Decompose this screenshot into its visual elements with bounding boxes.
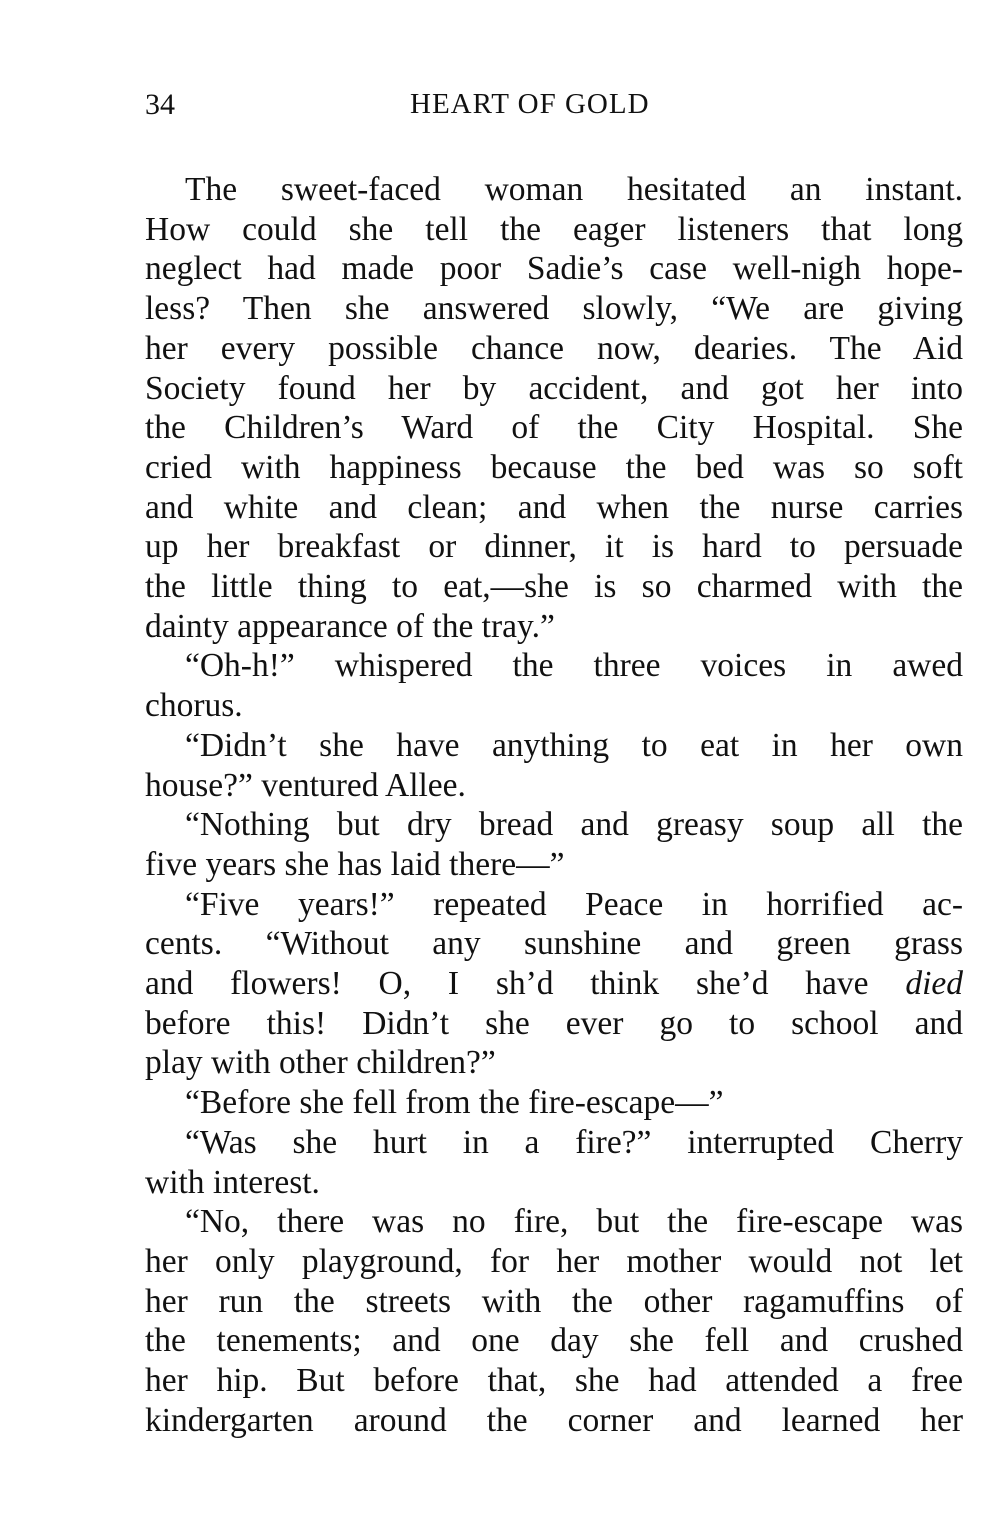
text-line: “Five years!” repeated Peace in horrified ac- <box>185 885 963 923</box>
text-line: “No, there was no fire, but the fire-escape was <box>185 1203 963 1241</box>
text-line: house?” ventured Allee. <box>145 766 466 804</box>
page-header <box>145 88 965 128</box>
text-line: “Oh-h!” whispered the three voices in awed <box>185 647 963 685</box>
text-line: the little thing to eat,—she is so charmed with the <box>145 568 963 606</box>
italic-word: died <box>905 965 963 1003</box>
text-fragment: and flowers! O, I sh’d think she’d have <box>145 965 906 1003</box>
text-line: cried with happiness because the bed was so soft <box>145 448 963 486</box>
paragraph <box>145 805 963 884</box>
paragraph <box>145 1123 963 1202</box>
text-line: her every possible chance now, dearies. The Aid <box>145 329 963 367</box>
text-line-with-italic <box>145 964 963 1004</box>
text-line: five years she has laid there—” <box>145 845 565 883</box>
running-head: HEART OF GOLD <box>410 88 650 120</box>
paragraph <box>145 646 963 725</box>
paragraph <box>145 885 963 1084</box>
text-line: her hip. But before that, she had attended a free <box>145 1362 963 1400</box>
text-line: less? Then she answered slowly, “We are giving <box>145 290 963 328</box>
text-line: “Before she fell from the fire-escape—” <box>185 1084 724 1122</box>
text-line: her only playground, for her mother would not let <box>145 1242 963 1280</box>
text-line: neglect had made poor Sadie’s case well-nigh hope- <box>145 250 963 288</box>
text-line: chorus. <box>145 687 243 725</box>
text-line: kindergarten around the corner and learned her <box>145 1401 963 1439</box>
text-line: play with other children?” <box>145 1044 496 1082</box>
text-line: “Nothing but dry bread and greasy soup all the <box>185 806 963 844</box>
text-line: How could she tell the eager listeners that long <box>145 210 963 248</box>
text-line: the tenements; and one day she fell and crushed <box>145 1322 963 1360</box>
text-line: Society found her by accident, and got her into <box>145 369 963 407</box>
text-line: with interest. <box>145 1163 320 1201</box>
paragraph <box>145 1083 963 1123</box>
text-line: before this! Didn’t she ever go to school and <box>145 1004 963 1042</box>
text-line: dainty appearance of the tray.” <box>145 607 555 645</box>
text-line: her run the streets with the other ragamuffins of <box>145 1282 963 1320</box>
page-number: 34 <box>145 88 175 121</box>
text-line: the Children’s Ward of the City Hospital. She <box>145 409 963 447</box>
text-line: “Was she hurt in a fire?” interrupted Cherry <box>185 1123 963 1161</box>
paragraph <box>145 1202 963 1440</box>
text-line: cents. “Without any sunshine and green grass <box>145 925 963 963</box>
paragraph <box>145 170 963 646</box>
text-line: “Didn’t she have anything to eat in her own <box>185 726 963 764</box>
text-line: up her breakfast or dinner, it is hard to persuade <box>145 528 963 566</box>
body-text <box>145 170 963 1441</box>
paragraph <box>145 726 963 805</box>
text-line: The sweet-faced woman hesitated an instant. <box>185 171 963 208</box>
text-line: and white and clean; and when the nurse carries <box>145 488 963 526</box>
